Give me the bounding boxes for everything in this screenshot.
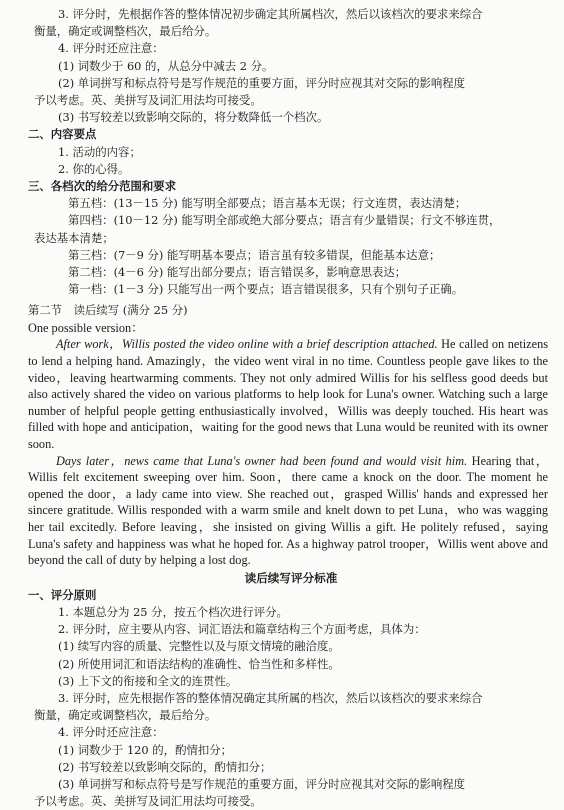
criteria-line: (1) 续写内容的质量、完整性以及与原文情境的融洽度。 [58,639,340,654]
content-points [28,126,548,178]
section-heading: 一、评分原则 [28,587,97,602]
criteria-line: 3. 评分时，应先根据作答的整体情况确定其所属的档次，然后以该档次的要求来综合 [58,690,483,705]
level-line: 第四档：(10－12 分) 能写明全部或绝大部分要点；语言有少量错误；行文不够连贯， [68,213,501,228]
possible-version-label: One possible version： [28,320,144,335]
model-essay [28,320,548,569]
level-line: 第二档：(4－6 分) 能写出部分要点；语言错误多，影响意思表达； [68,265,407,280]
criteria-title: 读后续写评分标准 [244,570,338,585]
criteria-line: 4. 评分时还应注意： [58,725,164,740]
essay-paragraph-1 [28,336,548,452]
section-heading: 二、内容要点 [28,127,97,142]
criteria-line: 予以考虑。英、美拼写及词汇用法均可接受。 [34,794,262,809]
criteria-line: (2) 书写较差以致影响交际的，酌情扣分； [58,759,272,774]
section-heading: 三、各档次的给分范围和要求 [28,179,177,194]
note-line: (2) 单词拼写和标点符号是写作规范的重要方面，评分时应视其对交际的影响程度 [58,75,466,90]
scoring-notes-top [34,6,548,126]
paragraph-text: Hearing that，Willis felt excitement sweeping over him. Soon，there came a knock on the door. The moment he opened the door，a lady came into view. She reached out，grasped Willis' hands and expressed her sincere gratitude. Willis responded with a warm smile and knelt down to pet Luna，who was wagging her tail excitedly. Before leaving，she insisted on giving Willis a gift. He politely refused，saying Luna's safety and happiness was what he hoped for. As a highway patrol trooper，Willis went above and beyond the call of duty by helping a lost dog. [28,453,548,568]
writing-scoring-criteria [28,569,548,810]
criteria-line: (3) 单词拼写和标点符号是写作规范的重要方面，评分时应视其对交际的影响程度 [58,777,466,791]
criteria-line: (1) 词数少于 120 的，酌情扣分； [58,742,233,757]
criteria-line: 衡量，确定或调整档次，最后给分。 [34,708,217,723]
note-line: (3) 书写较差以致影响交际的，将分数降低一个档次。 [58,110,329,125]
criteria-line: 1. 本题总分为 25 分，按五个档次进行评分。 [58,604,288,619]
given-opening-sentence: Days later，news came that Luna's owner had been found and would visit him. [56,453,468,468]
level-line: 第一档：(1－3 分) 只能写出一两个要点；语言错误很多，只有个别句子正确。 [68,282,464,297]
point-item: 1. 活动的内容； [58,144,141,159]
level-line: 表达基本清楚； [34,230,114,245]
note-line: 3. 评分时，先根据作答的整体情况初步确定其所属档次，然后以该档次的要求来综合 [58,7,483,21]
criteria-line: (2) 所使用词汇和语法结构的准确性、恰当性和多样性。 [58,656,340,671]
note-line: 予以考虑。英、美拼写及词汇用法均可接受。 [34,93,262,108]
grade-levels [28,178,548,298]
essay-paragraph-2 [28,453,548,569]
section-title: 第二节 读后续写 (满分 25 分) [28,303,188,318]
criteria-line: (3) 上下文的衔接和全文的连贯性。 [58,673,238,688]
level-line: 第五档：(13－15 分) 能写明全部要点；语言基本无误；行文连贯，表达清楚； [68,196,467,211]
note-line: (1) 词数少于 60 的，从总分中减去 2 分。 [58,58,274,73]
note-line: 4. 评分时还应注意： [58,41,164,56]
criteria-line: 2. 评分时，应主要从内容、词汇语法和篇章结构三个方面考虑，具体为： [58,622,426,637]
note-line: 衡量，确定或调整档次，最后给分。 [34,24,217,39]
paragraph-text: He called on netizens to lend a helping hand. Amazingly，the video went viral in no time. Countless people gave likes to the video，leaving heartwarming comments. They not only admired Willis for his selfless good deeds but also actively shared the video on various platforms to help look for Luna's owner. Watching such a large number of helpful people getting enthusiastically involved，Willis was deeply touched. His heart was filled with hope and anticipation，waiting for the good news that Luna would be reunited with its owner soon. [28,337,548,452]
point-item: 2. 你的心得。 [58,161,130,176]
level-line: 第三档：(7－9 分) 能写明基本要点；语言虽有较多错误，但能基本达意； [68,247,441,262]
continuation-writing-section [28,302,548,568]
given-opening-sentence: After work，Willis posted the video online with a brief description attached. [56,337,438,352]
